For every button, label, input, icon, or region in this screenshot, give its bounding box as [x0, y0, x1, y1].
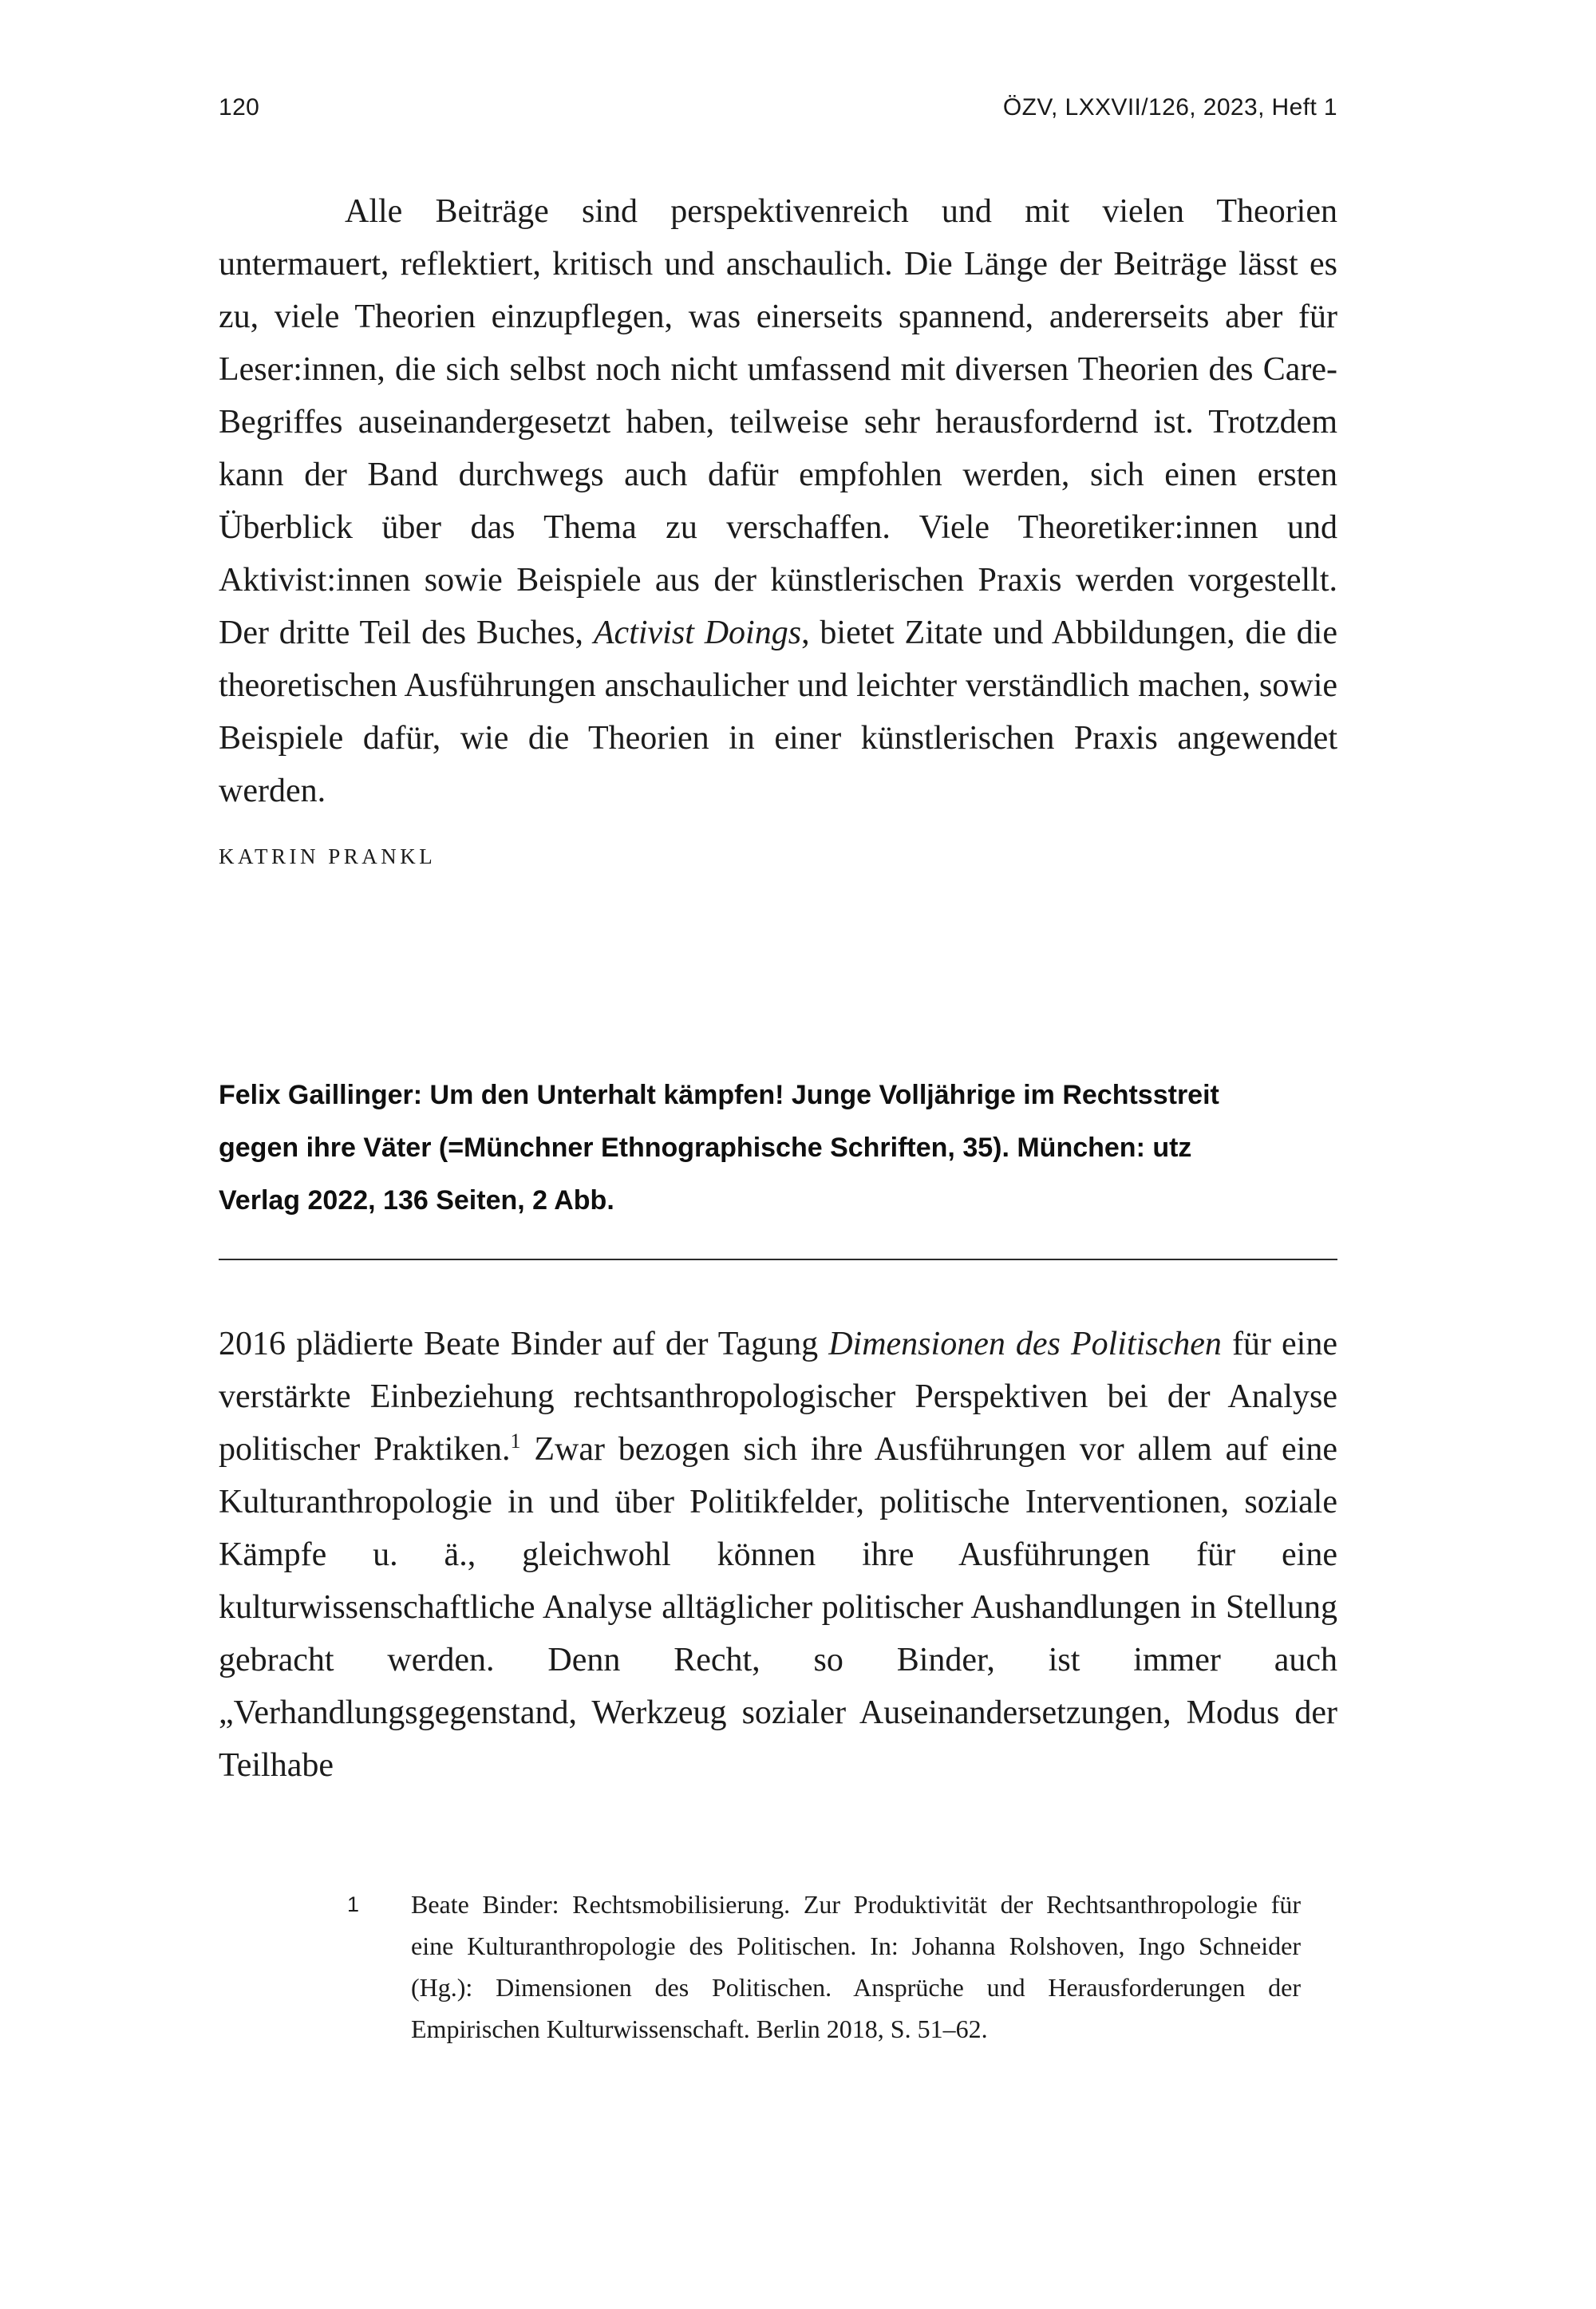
page-number: 120	[219, 94, 260, 121]
section-divider	[219, 1259, 1337, 1260]
footnote-number: 1	[347, 1892, 360, 1916]
review-body-paragraph	[219, 1318, 1337, 1792]
review-author: KATRIN PRANKL	[219, 844, 437, 868]
review-continuation-paragraph	[219, 185, 1337, 817]
paragraph-text-segment: für eine verstärkte Einbeziehung rechtsanthropologischer Perspektiven bei der Analyse politischer Praktiken.	[219, 1326, 1337, 1468]
book-section-title-italic: Activist Doings	[593, 615, 802, 651]
footnote-text: Beate Binder: Rechtsmobilisierung. Zur Produktivität der Rechtsanthropologie für eine Kulturanthropologie des Politischen. In: Johanna Rolshoven, Ingo Schneider (Hg.): Dimensionen des Politischen. Ansprüche und Herausforderungen der Empirischen Kulturwissenschaft. Berlin 2018, S. 51–62.	[411, 1890, 1301, 2043]
footnote	[347, 1884, 1337, 2050]
journal-issue-info: ÖZV, LXXVII/126, 2023, Heft 1	[1002, 94, 1337, 121]
paragraph-text-segment: 2016 plädierte Beate Binder auf der Tagung	[219, 1326, 829, 1362]
footnote-reference: 1	[510, 1429, 521, 1453]
book-review-heading: Felix Gaillinger: Um den Unterhalt kämpfen! Junge Volljährige im Rechtsstreit gegen ihre Väter (=Münchner Ethnographische Schriften, 35). München: utz Verlag 2022, 136 Seiten, 2 Abb.	[219, 1080, 1219, 1216]
paragraph-text-segment: Zwar bezogen sich ihre Ausführungen vor allem auf eine Kulturanthropologie in und über Politikfelder, politische Interventionen, soziale Kämpfe u. ä., gleichwohl können ihre Ausführungen für eine kulturwissenschaftliche Analyse alltäglicher politischer Aushandlungen in Stellung gebracht werden. Denn Recht, so Binder, ist immer auch „Verhandlungsgegenstand, Werkzeug sozialer Auseinandersetzungen, Modus der Teilhabe	[219, 1431, 1337, 1784]
paragraph-text-segment: , bietet Zitate und Abbildungen, die die theoretischen Ausführungen anschaulicher und leichter verständlich machen, sowie Beispiele dafür, wie die Theorien in einer künstlerischen Praxis angewendet werden.	[219, 615, 1337, 809]
conference-title-italic: Dimensionen des Politischen	[828, 1326, 1222, 1362]
paragraph-text-segment: Alle Beiträge sind perspektivenreich und mit vielen Theorien untermauert, reflektiert, kritisch und anschaulich. Die Länge der Beiträge lässt es zu, viele Theorien einzupflegen, was einerseits spannend, andererseits aber für Leser:innen, die sich selbst noch nicht umfassend mit diversen Theorien des Care-Begriffes auseinandergesetzt haben, teilweise sehr herausfordernd ist. Trotzdem kann der Band durchwegs auch dafür empfohlen werden, sich einen ersten Überblick über das Thema zu verschaffen. Viele Theoretiker:innen und Aktivist:innen sowie Beispiele aus der künstlerischen Praxis werden vorgestellt. Der dritte Teil des Buches,	[219, 193, 1337, 651]
page-header	[219, 94, 1337, 121]
